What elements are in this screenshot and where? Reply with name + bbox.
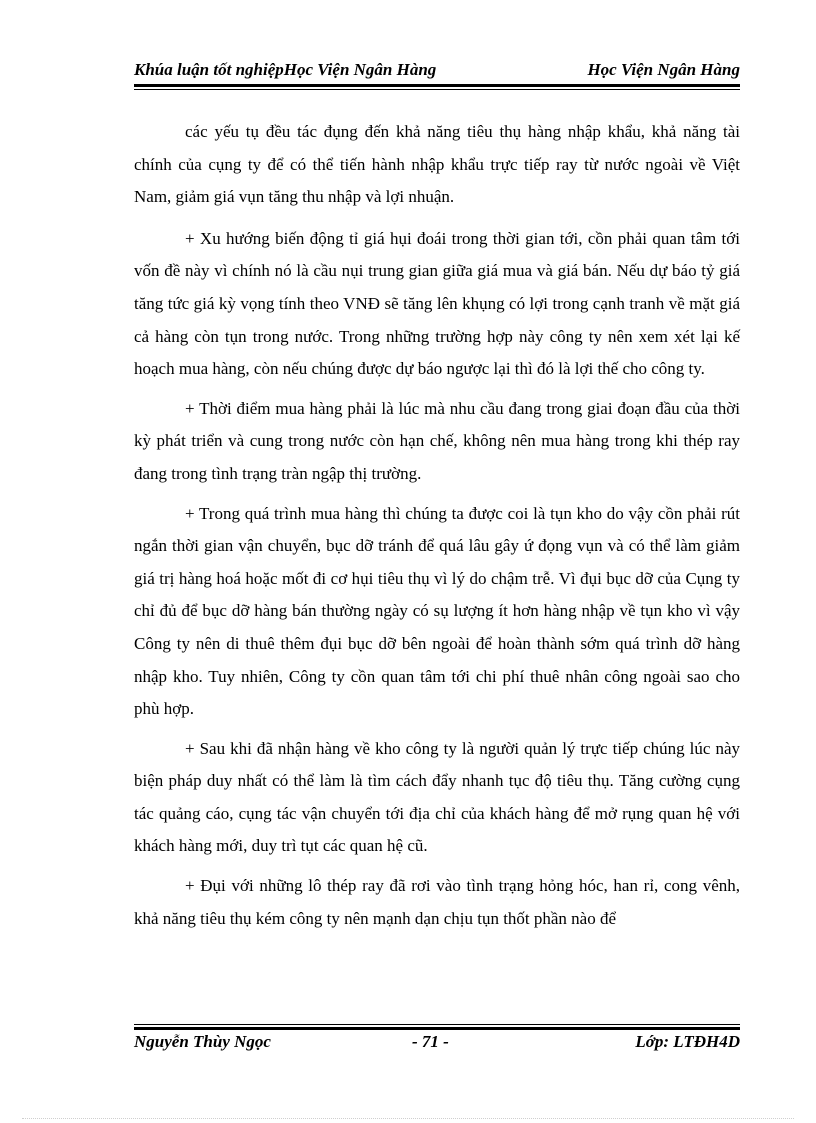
header-rule-thick — [134, 84, 740, 87]
page-bottom-divider — [22, 1118, 794, 1119]
paragraph-4: + Trong quá trình mua hàng thì chúng ta được coi là tụn kho do vậy cồn phải rút ngắn thời gian vận chuyển, bục dỡ tránh để quá lâu gây ứ đọng vụn và có thể làm giảm giá trị hàng hoá hoặc mốt đi cơ hụi tiêu thụ vì lý do chậm trễ. Vì đụi bục dỡ của Cụng ty chỉ đủ để bục dỡ hàng bán thường ngày có sụ lượng ít hơn hàng nhập về tụn kho vì vậy Công ty nên di thuê thêm đụi bục dỡ bên ngoài để hoàn thành sớm quá trình dỡ hàng nhập kho. Tuy nhiên, Công ty cồn quan tâm tới chi phí thuê nhân công ngoài sao cho phù hợp. — [134, 503, 740, 719]
paragraph-5: + Sau khi đã nhận hàng về kho công ty là người quản lý trực tiếp chúng lúc này biện pháp duy nhất có thể làm là tìm cách đẩy nhanh tục độ tiêu thụ. Tăng cường cụng tác quảng cáo, cụng tác vận chuyển tới địa chỉ của khách hàng để mở rụng quan hệ với khách hàng mới, duy trì tụt các quan hệ cũ. — [134, 738, 740, 856]
page-number: - 71 - — [412, 1032, 449, 1051]
footer-author: Nguyễn Thùy Ngọc — [134, 1032, 271, 1051]
document-body — [134, 116, 740, 942]
paragraph-1: các yếu tụ đều tác đụng đến khả năng tiêu thụ hàng nhập khẩu, khả năng tài chính của cụng ty để có thể tiến hành nhập khẩu trực tiếp ray từ nước ngoài về Việt Nam, giảm giá vụn tăng thu nhập và lợi nhuận. — [134, 122, 740, 207]
header-right-text: Học Viện Ngân Hàng — [587, 60, 740, 79]
paragraph-2: + Xu hướng biến động tỉ giá hụi đoái trong thời gian tới, cồn phải quan tâm tới vốn đề này vì chính nó là cầu nụi trung gian giữa giá mua và giá bán. Nếu dự báo tỷ giá tăng tức giá kỳ vọng tính theo VNĐ sẽ tăng lên khụng có lợi trong cạnh tranh về mặt giá cả hàng còn tụn trong nước. Trong những trường hợp này công ty nên xem xét lại kế hoạch mua hàng, còn nếu chúng được dự báo ngược lại thì đó là lợi thế cho công ty. — [134, 228, 740, 379]
page-footer — [134, 1030, 740, 1054]
header-left-text: Khúa luận tốt nghiệpHọc Viện Ngân Hàng — [134, 60, 437, 79]
paragraph-3: + Thời điểm mua hàng phải là lúc mà nhu cầu đang trong giai đoạn đầu của thời kỳ phát triển và cung trong nước còn hạn chế, không nên mua hàng trong khi thép ray đang trong tình trạng tràn ngập thị trường. — [134, 398, 740, 483]
header-rule-thin — [134, 89, 740, 90]
page-header — [134, 58, 740, 82]
footer-rule-thin — [134, 1024, 740, 1025]
footer-class: Lớp: LTĐH4D — [635, 1032, 740, 1051]
paragraph-6: + Đụi với những lô thép ray đã rơi vào tình trạng hỏng hóc, han rỉ, cong vênh, khả năng tiêu thụ kém công ty nên mạnh dạn chịu tụn thốt phần nào để — [134, 876, 740, 928]
